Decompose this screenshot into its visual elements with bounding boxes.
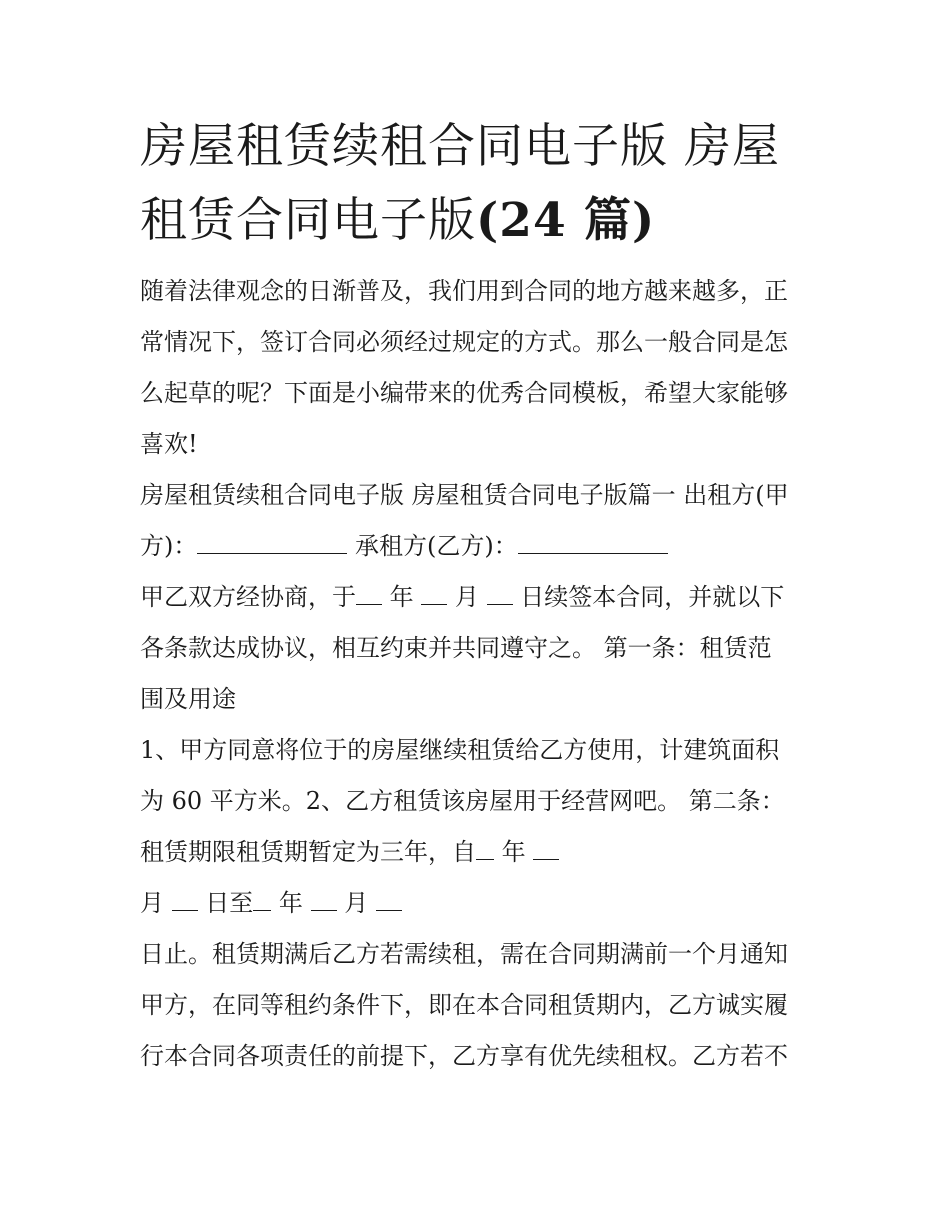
body-line: 甲方，在同等租约条件下，即在本合同租赁期内，乙方诚实履 [140,991,788,1019]
body-line: 日止。租赁期满后乙方若需续租，需在合同期满前一个月通知 [140,940,788,968]
term2-text-b: 日至 [205,889,254,917]
term2-text-c: 年 [278,889,303,917]
date-line-text-d: 日续签本合同，并就以下 [520,583,785,611]
year-blank [356,582,382,605]
date-line-text-b: 年 [389,583,414,611]
document-body [140,266,812,1082]
party-a-label: 方)： [140,532,198,560]
start-year-blank [476,837,494,860]
end-month-blank [311,888,337,911]
title-line-2: 租赁合同电子版 [140,193,476,248]
end-year-blank [253,888,271,911]
document-page [140,110,812,1082]
party-b-label: 承租方(乙方)： [355,532,518,560]
body-line: 随着法律观念的日渐普及，我们用到合同的地方越来越多，正 [140,277,788,305]
body-line: 常情况下，签订合同必须经过规定的方式。那么一般合同是怎 [140,328,788,356]
title-count: (24 篇) [476,193,656,248]
term-line-text-a: 租赁期限租赁期暂定为三年，自 [140,838,476,866]
term-line-2 [140,878,812,929]
term2-text-d: 月 [344,889,369,917]
month-blank [421,582,447,605]
document-title [140,110,812,258]
date-line-text-a: 甲乙双方经协商，于 [140,583,356,611]
end-day-blank [376,888,402,911]
date-line-text-c: 月 [454,583,479,611]
term-line-text-b: 年 [501,838,526,866]
body-line: 么起草的呢？下面是小编带来的优秀合同模板，希望大家能够 [140,379,788,407]
day-blank [487,582,513,605]
party-a-blank [197,531,347,554]
party-b-blank [518,531,668,554]
body-line: 各条款达成协议，相互约束并共同遵守之。 第一条：租赁范 [140,634,772,662]
date-line [140,572,812,623]
term-line [140,827,812,878]
body-line: 行本合同各项责任的前提下，乙方享有优先续租权。乙方若不 [140,1042,788,1070]
start-month-blank [533,837,559,860]
start-day-blank [172,888,198,911]
party-line [140,521,812,572]
body-line: 1、甲方同意将位于的房屋继续租赁给乙方使用，计建筑面积 [140,736,780,764]
term2-text-a: 月 [140,889,164,917]
body-line: 围及用途 [140,685,236,713]
body-line: 为 60 平方米。2、乙方租赁该房屋用于经营网吧。 第二条： [140,787,785,815]
title-line-1: 房屋租赁续租合同电子版 房屋 [140,119,780,174]
body-line: 喜欢! [140,430,198,458]
body-line: 房屋租赁续租合同电子版 房屋租赁合同电子版篇一 出租方(甲 [140,481,789,509]
